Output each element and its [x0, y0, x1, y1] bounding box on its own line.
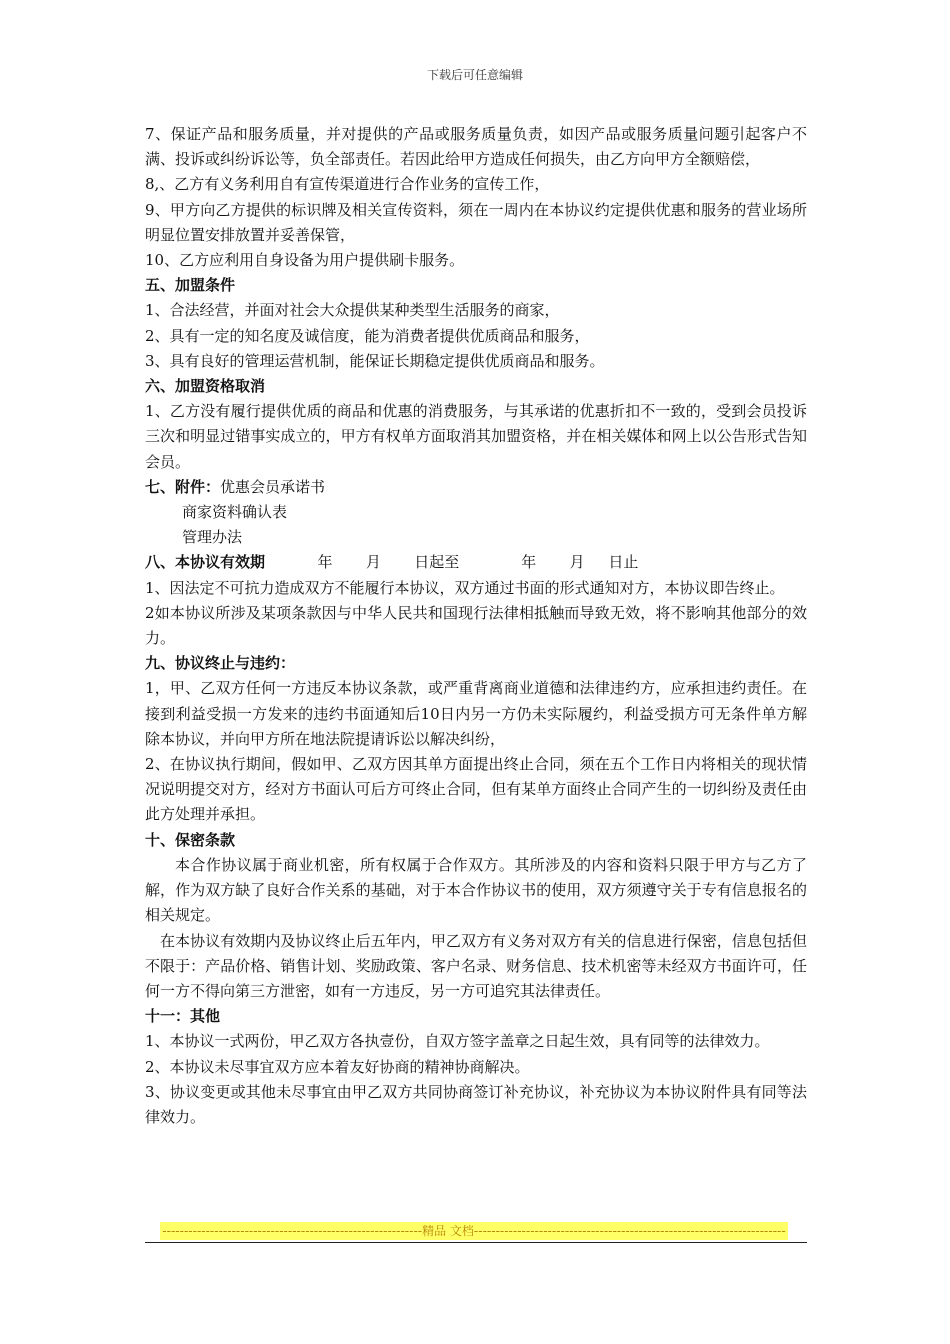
clause-8-2: 2如本协议所涉及某项条款因与中华人民共和国现行法律相抵触而导致无效，将不影响其他部分的效力。 [145, 603, 807, 648]
section-8-row [145, 550, 807, 575]
footer-watermark-band: ------------------------------------------------------------精品 文档------------------------------------------------------------------------ [160, 1222, 788, 1240]
clause-11-2: 2、本协议未尽事宜双方应本着友好协商的精神协商解决。 [145, 1057, 530, 1076]
attachment-1: 优惠会员承诺书 [220, 477, 326, 496]
clause-11-1: 1、本协议一式两份，甲乙双方各执壹份，自双方签字盖章之日起生效，具有同等的法律效力。 [145, 1032, 770, 1051]
attachment-3: 管理办法 [182, 528, 243, 547]
confidentiality-para-2: 在本协议有效期内及协议终止后五年内，甲乙双方有义务对双方有关的信息进行保密，信息包括但不限于：产品价格、销售计划、奖励政策、客户名录、财务信息、技术机密等未经双方书面许可，任何一方不得向第三方泄密，如有一方违反，另一方可追究其法律责任。 [145, 931, 807, 1000]
section-9-title: 九、协议终止与违约： [145, 654, 296, 673]
attachment-2: 商家资料确认表 [182, 503, 288, 522]
section-6-title: 六、加盟资格取消 [145, 377, 266, 396]
clause-4-9: 9、甲方向乙方提供的标识牌及相关宣传资料，须在一周内在本协议约定提供优惠和服务的营业场所明显位置安排放置并妥善保管， [145, 200, 807, 244]
clause-8-1: 1、因法定不可抗力造成双方不能履行本协议，双方通过书面的形式通知对方，本协议即告终止。 [145, 578, 785, 597]
clause-6-1: 1、乙方没有履行提供优质的商品和优惠的消费服务，与其承诺的优惠折扣不一致的，受到会员投诉三次和明显过错事实成立的，甲方有权单方面取消其加盟资格，并在相关媒体和网上以公告形式告知会员。 [145, 402, 807, 471]
clause-9-1: 1，甲、乙双方任何一方违反本协议条款，或严重背离商业道德和法律违约方，应承担违约责任。在接到利益受损一方发来的违约书面通知后10日内另一方仍未实际履约，利益受损方可无条件单方解除本协议，并向甲方所在地法院提请诉讼以解决纠纷， [145, 679, 807, 748]
clause-4-8: 8,、乙方有义务利用自有宣传渠道进行合作业务的宣传工作， [145, 175, 550, 194]
section-11-title: 十一：其他 [145, 1007, 221, 1026]
clause-5-2: 2、具有一定的知名度及诚信度，能为消费者提供优质商品和服务， [145, 326, 590, 345]
section-7-row [145, 475, 807, 500]
section-10-title: 十、保密条款 [145, 830, 236, 849]
footer-divider [145, 1242, 807, 1243]
clause-5-3: 3、具有良好的管理运营机制，能保证长期稳定提供优质商品和服务。 [145, 351, 605, 370]
clause-9-2: 2、在协议执行期间，假如甲、乙双方因其单方面提出终止合同，须在五个工作日内将相关的现状情况说明提交对方，经对方书面认可后方可终止合同，但有某单方面终止合同产生的一切纠纷及责任由此方处理并承担。 [145, 755, 807, 824]
confidentiality-para-1: 本合作协议属于商业机密，所有权属于合作双方。其所涉及的内容和资料只限于甲方与乙方了解，作为双方缺了良好合作关系的基础，对于本合作协议书的使用，双方须遵守关于专有信息报名的相关规定。 [145, 855, 807, 925]
section-8-title: 八、本协议有效期 [145, 553, 266, 572]
clause-4-7: 7、保证产品和服务质量，并对提供的产品或服务质量负责，如因产品或服务质量问题引起客户不满、投诉或纠纷诉讼等，负全部责任。若因此给甲方造成任何损失，由乙方向甲方全额赔偿， [145, 125, 807, 169]
clause-11-3: 3、协议变更或其他未尽事宜由甲乙双方共同协商签订补充协议，补充协议为本协议附件具有同等法律效力。 [145, 1082, 807, 1126]
section-7-title: 七、附件： [145, 477, 221, 496]
page-header: 下载后可任意编辑 [426, 68, 523, 82]
section-5-title: 五、加盟条件 [145, 276, 236, 295]
document-body [145, 122, 807, 1130]
clause-5-1: 1、合法经营，并面对社会大众提供某种类型生活服务的商家， [145, 301, 560, 320]
validity-dates: 年 月 日起至 年 月 日止 [265, 553, 639, 572]
clause-4-10: 10、乙方应利用自身设备为用户提供刷卡服务。 [145, 251, 465, 270]
